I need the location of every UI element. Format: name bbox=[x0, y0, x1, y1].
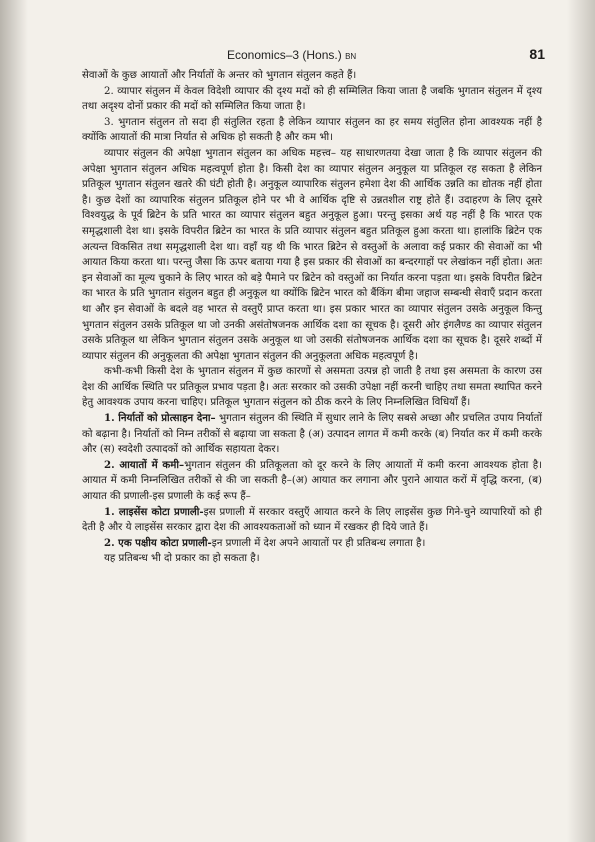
page-number: 81 bbox=[529, 46, 545, 62]
paragraph: कभी-कभी किसी देश के भुगतान संतुलन में कुछ कारणों से असमता उत्पन्न हो जाती है तथा इस असमता के कारण उस देश की आर्थिक स्थिति पर प्रतिकूल प्रभाव पड़ता है। अतः सरकार को उसकी उपेक्षा नहीं करनी चाहिए तथा समता स्थापित करने हेतु आवश्यक उपाय करना चाहिए। प्रतिकूल भुगतान संतुलन को ठीक करने के लिए निम्नलिखित विधियाँ हैं। bbox=[82, 366, 542, 409]
subheading: 2. आयातों में कमी– bbox=[104, 458, 185, 471]
body-text bbox=[82, 68, 542, 567]
paragraph: व्यापार संतुलन की अपेक्षा भुगतान संतुलन का अधिक महत्त्व– यह साधारणतया देखा जाता है कि व्यापार संतुलन की अपेक्षा भुगतान संतुलन अधिक महत्वपूर्ण होता है। किसी देश का व्यापार संतुलन अनुकूल या प्रतिकूल रह सकता है लेकिन प्रतिकूल भुगतान संतुलन खतरे की घंटी होती है। अनुकूल व्यापारिक संतुलन हमेशा देश की आर्थिक उन्नति का द्योतक नहीं होता है। कुछ देशों का व्यापारिक संतुलन प्रतिकूल होने पर भी वे आर्थिक दृष्टि से उन्नतशील राष्ट्र होते हैं। उदाहरण के लिए दूसरे विश्वयुद्ध के पूर्व ब्रिटेन के प्रति भारत का व्यापार संतुलन बहुत अनुकूल हुआ। परन्तु इसका अर्थ यह नहीं है कि भारत एक समृद्धशाली देश था। इसके विपरीत ब्रिटेन का भारत के प्रति व्यापार संतुलन बहुत प्रतिकूल हुआ करता था। हालांकि ब्रिटेन एक अत्यन्त विकसित तथा समृद्धशाली देश था। वहाँ यह थी कि भारत ब्रिटेन से वस्तुओं के अलावा कई प्रकार की सेवाओं का भी आयात किया करता था। परन्तु जैसा कि ऊपर बताया गया है इस प्रकार की सेवाओं का बन्दरगाहों पर लेखांकन नहीं होता। अतः इन सेवाओं का मूल्य चुकाने के लिए भारत को बड़े पैमाने पर ब्रिटेन को वस्तुओं का निर्यात करना पड़ता था। इसके विपरीत ब्रिटेन का भारत के प्रति भुगतान संतुलन बहुत ही अनुकूल था क्योंकि ब्रिटेन भारत को बैंकिंग बीमा जहाज सम्बन्धी सेवाएँ प्रदान करता था और इन सेवाओं के बदले वह भारत से वस्तुएँ प्राप्त करता था। इस प्रकार भारत का व्यापार संतुलन उसके अनुकूल किन्तु भुगतान संतुलन उसके प्रतिकूल था जो उनकी असंतोषजनक आर्थिक दशा का सूचक है। दूसरी ओर इंगलैण्ड का व्यापार संतुलन उसके प्रतिकूल था लेकिन भुगतान संतुलन उसके अनुकूल था जो उसकी संतोषजनक आर्थिक दशा का सूचक है। दूसरे शब्दों में व्यापार संतुलन की अनुकूलता की अपेक्षा भुगतान संतुलन की अनुकूलता अधिक महत्वपूर्ण है। bbox=[82, 147, 542, 362]
paragraph: 2. व्यापार संतुलन में केवल विदेशी व्यापार की दृश्य मदों को ही सम्मिलित किया जाता है जबकि भुगतान संतुलन में दृश्य तथा अदृश्य दोनों प्रकार की मदों को सम्मिलित किया जाता है। bbox=[82, 85, 542, 113]
paragraph: 2. एक पक्षीय कोटा प्रणाली-इन प्रणाली में देश अपने आयातों पर ही प्रतिबन्ध लगाता है। bbox=[104, 536, 426, 549]
subheading: 1. निर्यातों को प्रोत्साहन देना– bbox=[104, 412, 216, 425]
paragraph: 1. लाइसेंस कोटा प्रणाली-इस प्रणाली में सरकार वस्तुएँ आयात करने के लिए लाइसेंस कुछ गिने-चुने व्यापारियों को ही देती है और ये लाइसेंस सरकार द्वारा देश की आवश्यकताओं को ध्यान में रखकर ही दिये जाते हैं। bbox=[82, 505, 542, 534]
page-edge-shadow bbox=[567, 0, 595, 842]
header-title: Economics–3 (Hons.) BN bbox=[227, 48, 357, 62]
paragraph: 1. निर्यातों को प्रोत्साहन देना– भुगतान संतुलन की स्थिति में सुधार लाने के लिए सबसे अच्छा और प्रचलित उपाय निर्यातों को बढ़ाना है। निर्यातों को निम्न तरीकों से बढ़ाया जा सकता है (अ) उत्पादन लागत में कमी करके (ब) निर्यात कर में कमी करके और (स) स्वदेशी उत्पादकों को आर्थिक सहायता देकर। bbox=[82, 412, 542, 456]
paragraph: 2. आयातों में कमी–भुगतान संतुलन की प्रतिकूलता को दूर करने के लिए आयातों में कमी करना आवश्यक होता है। आयात में कमी निम्नलिखित तरीकों से की जा सकती है–(अ) आयात कर लगाना और पुराने आयात करों में वृद्धि करना, (ब) आयात की प्रणाली-इस प्रणाली के कई रूप हैं– bbox=[82, 458, 542, 503]
running-header bbox=[82, 46, 545, 68]
paragraph: सेवाओं के कुछ आयातों और निर्यातों के अन्तर को भुगतान संतुलन कहते हैं। bbox=[82, 70, 357, 81]
header-title-suffix: BN bbox=[345, 52, 357, 61]
subheading: 2. एक पक्षीय कोटा प्रणाली- bbox=[104, 536, 212, 549]
paragraph: 3. भुगतान संतुलन तो सदा ही संतुलित रहता है लेकिन व्यापार संतुलन का हर समय संतुलित होना आवश्यक नहीं है क्योंकि आयातों की मात्रा निर्यात से अधिक हो सकती है और कम भी। bbox=[82, 116, 542, 144]
paragraph: यह प्रतिबन्ध भी दो प्रकार का हो सकता है। bbox=[104, 553, 260, 565]
subheading: 1. लाइसेंस कोटा प्रणाली- bbox=[104, 505, 204, 518]
page-edge-shadow bbox=[0, 0, 28, 842]
